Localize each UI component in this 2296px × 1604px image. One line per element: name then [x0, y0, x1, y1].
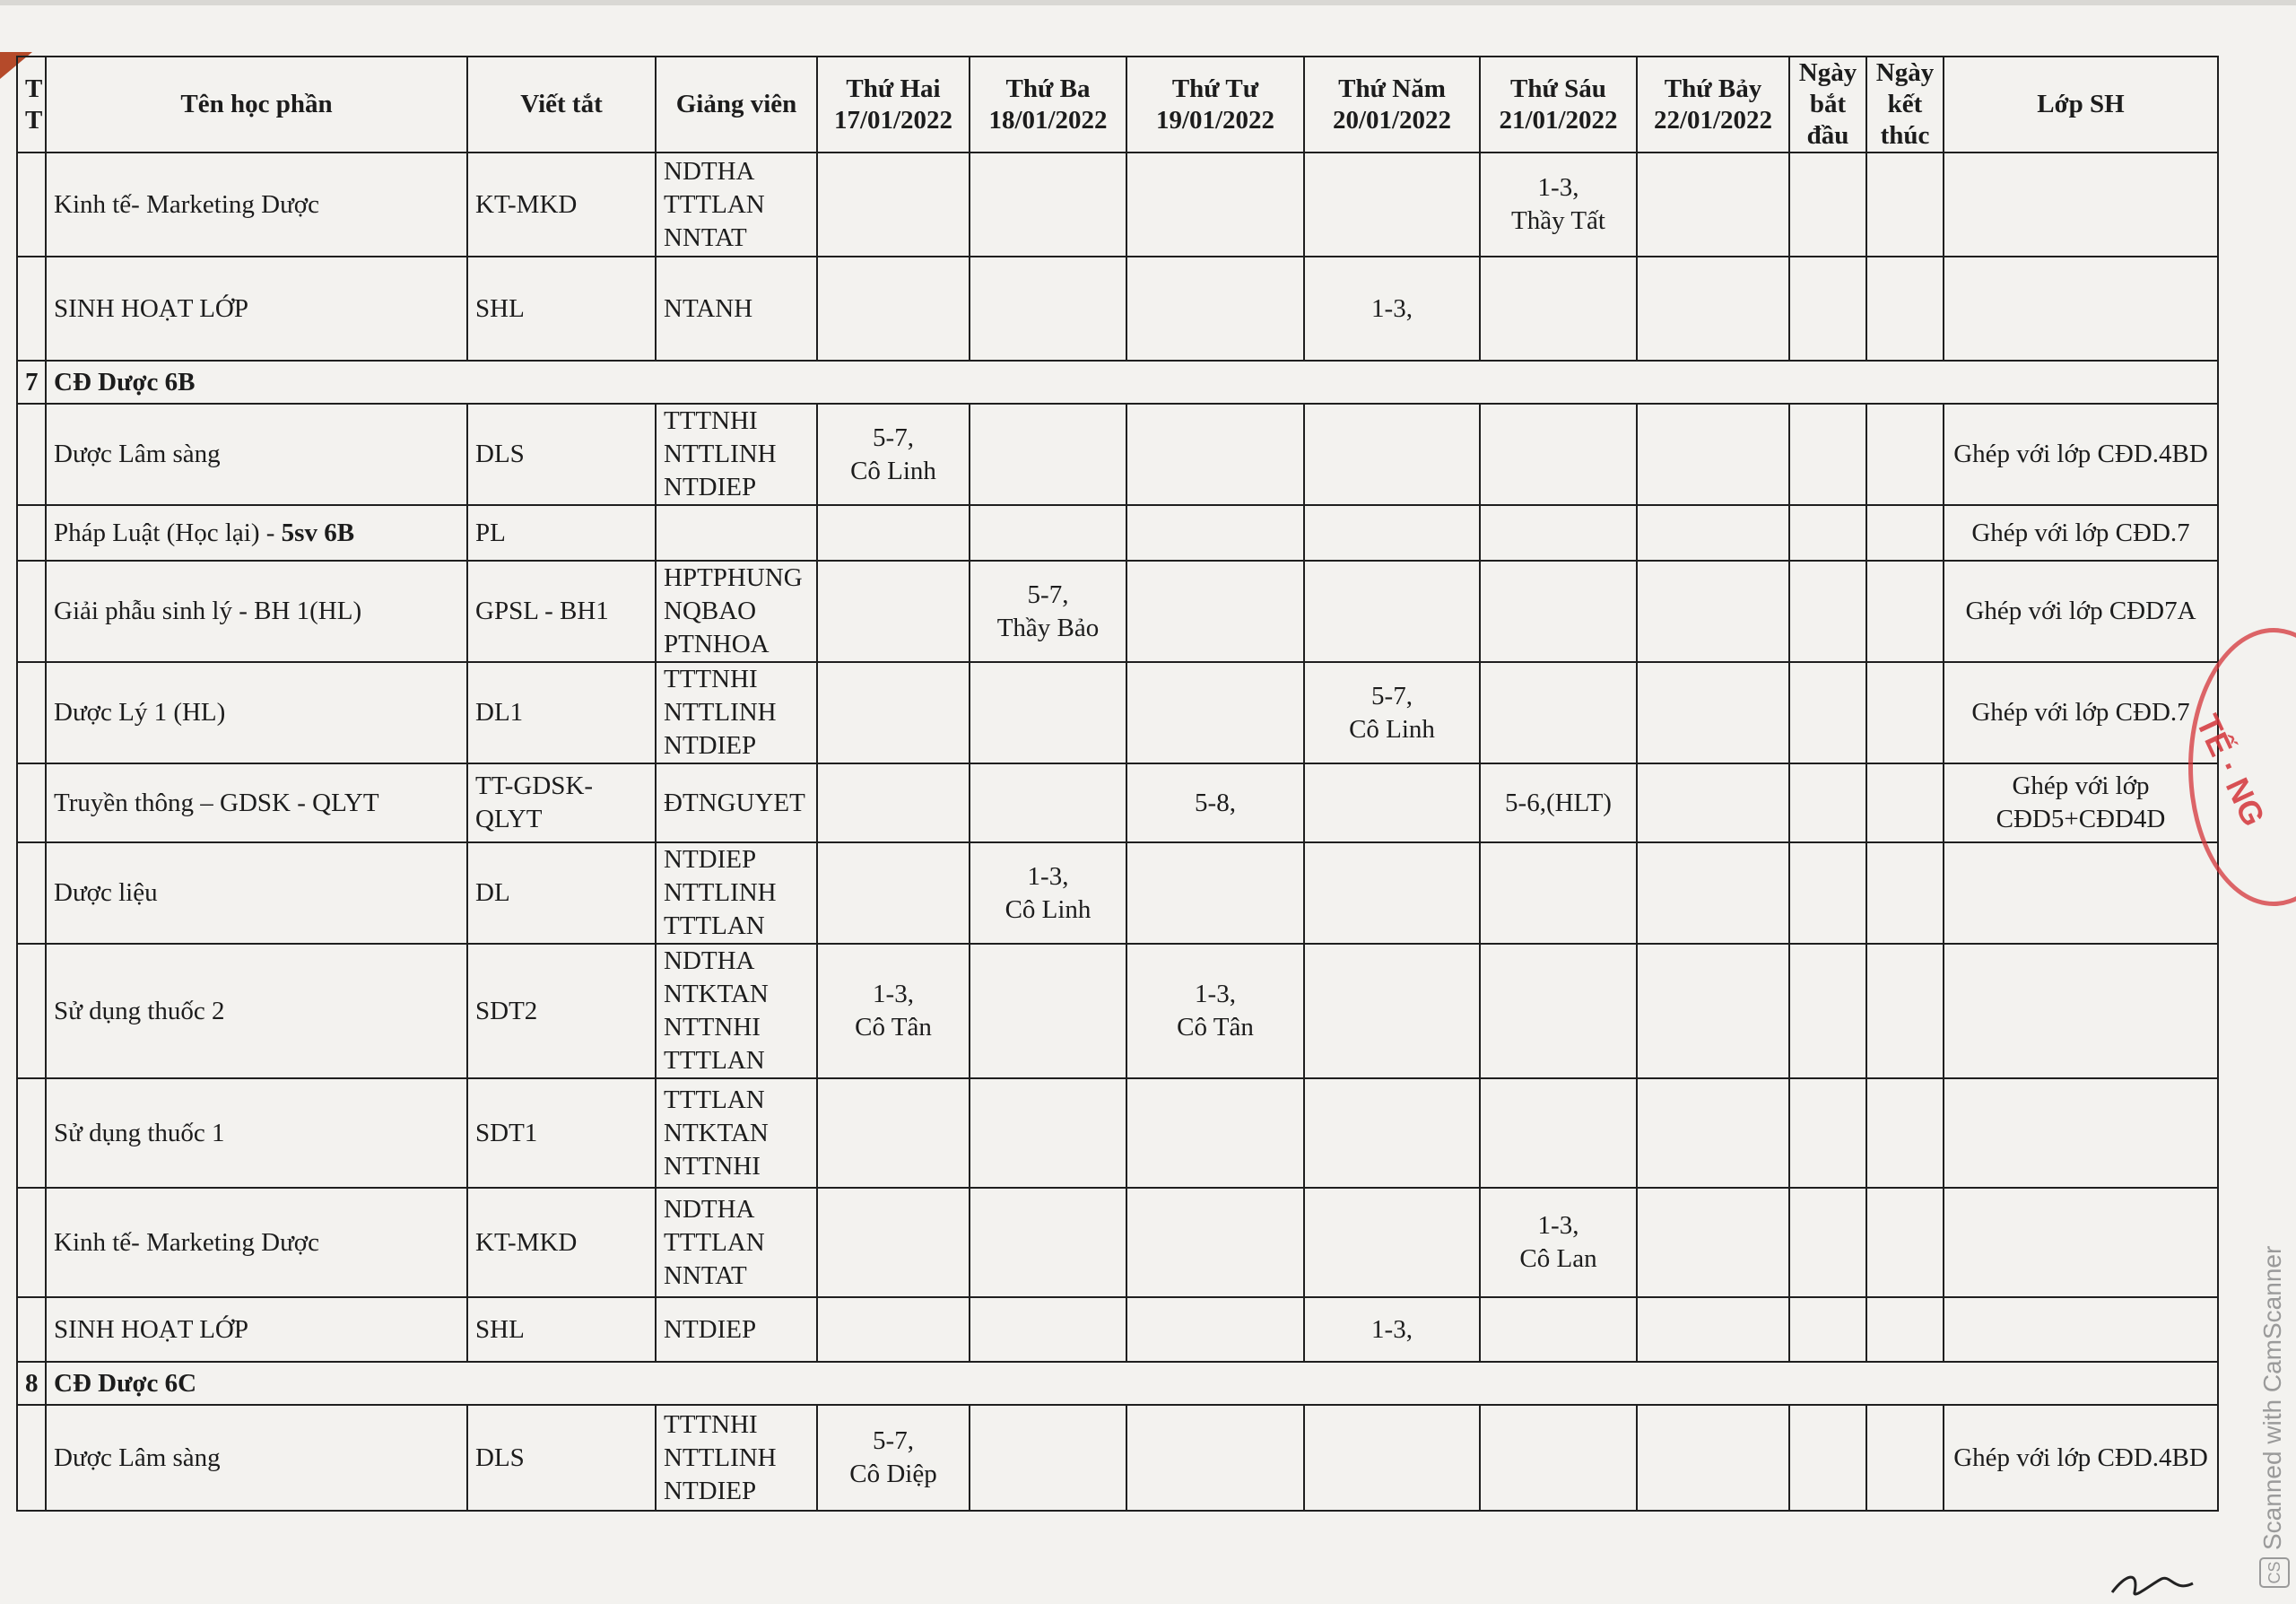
- abbreviation-cell: DL: [467, 842, 656, 944]
- header-course: Tên học phần: [46, 57, 467, 153]
- session-cell-tue: 5-7, Thầy Bảo: [970, 561, 1126, 662]
- lecturer-cell: TTTNHI NTTLINH NTDIEP: [656, 404, 817, 505]
- lecturer-cell: TTTLAN NTKTAN NTTNHI: [656, 1078, 817, 1188]
- course-name-cell: [46, 1297, 467, 1362]
- group-row: [17, 1362, 2218, 1405]
- row-number-cell: [17, 153, 46, 257]
- session-cell-tue: [970, 1188, 1126, 1297]
- class-note-cell: [1944, 944, 2218, 1078]
- session-cell-fri: [1480, 404, 1637, 505]
- row-number-cell: [17, 842, 46, 944]
- group-title: CĐ Dược 6C: [46, 1362, 2218, 1405]
- end-date-cell: [1866, 505, 1944, 561]
- session-cell-fri: 1-3, Cô Lan: [1480, 1188, 1637, 1297]
- session-cell-tue: [970, 944, 1126, 1078]
- course-name-cell: [46, 1078, 467, 1188]
- table-row: [17, 842, 2218, 944]
- abbreviation-cell: PL: [467, 505, 656, 561]
- session-cell-thu: [1304, 1405, 1480, 1511]
- session-cell-tue: [970, 1078, 1126, 1188]
- header-day-tue: Thứ Ba 18/01/2022: [970, 57, 1126, 153]
- session-cell-mon: 1-3, Cô Tân: [817, 944, 970, 1078]
- session-cell-tue: 1-3, Cô Linh: [970, 842, 1126, 944]
- abbreviation-cell: DLS: [467, 1405, 656, 1511]
- table-row: [17, 505, 2218, 561]
- course-name-cell: [46, 257, 467, 361]
- session-cell-thu: [1304, 153, 1480, 257]
- course-name-cell: [46, 842, 467, 944]
- start-date-cell: [1789, 404, 1866, 505]
- session-cell-fri: [1480, 1297, 1637, 1362]
- header-class: Lớp SH: [1944, 57, 2218, 153]
- session-cell-sat: [1637, 842, 1789, 944]
- course-name-cell: [46, 944, 467, 1078]
- table-row: [17, 1405, 2218, 1511]
- schedule-table: [16, 56, 2219, 1512]
- lecturer-cell: NTDIEP: [656, 1297, 817, 1362]
- abbreviation-cell: DL1: [467, 662, 656, 763]
- session-cell-tue: [970, 404, 1126, 505]
- abbreviation-cell: GPSL - BH1: [467, 561, 656, 662]
- session-cell-mon: [817, 842, 970, 944]
- header-tt: T T: [17, 57, 46, 153]
- row-number-cell: [17, 257, 46, 361]
- row-number-cell: [17, 404, 46, 505]
- session-cell-sat: [1637, 1188, 1789, 1297]
- table-row: [17, 153, 2218, 257]
- header-day-mon: Thứ Hai 17/01/2022: [817, 57, 970, 153]
- class-note-cell: Ghép với lớp CĐD7A: [1944, 561, 2218, 662]
- session-cell-sat: [1637, 1078, 1789, 1188]
- watermark-text: Scanned with CamScanner: [2258, 1245, 2286, 1550]
- session-cell-sat: [1637, 944, 1789, 1078]
- table-row: [17, 662, 2218, 763]
- session-cell-fri: [1480, 842, 1637, 944]
- start-date-cell: [1789, 1188, 1866, 1297]
- session-cell-sat: [1637, 153, 1789, 257]
- start-date-cell: [1789, 662, 1866, 763]
- session-cell-mon: [817, 1188, 970, 1297]
- end-date-cell: [1866, 944, 1944, 1078]
- table-row: [17, 944, 2218, 1078]
- course-name: SINH HOẠT LỚP: [54, 1314, 248, 1344]
- session-cell-fri: 1-3, Thầy Tất: [1480, 153, 1637, 257]
- end-date-cell: [1866, 842, 1944, 944]
- lecturer-cell: NTANH: [656, 257, 817, 361]
- session-cell-mon: [817, 505, 970, 561]
- lecturer-cell: NDTHA TTTLAN NNTAT: [656, 1188, 817, 1297]
- row-number-cell: [17, 1078, 46, 1188]
- session-cell-wed: [1126, 153, 1304, 257]
- session-cell-thu: 1-3,: [1304, 257, 1480, 361]
- start-date-cell: [1789, 257, 1866, 361]
- course-name-cell: [46, 404, 467, 505]
- session-cell-sat: [1637, 561, 1789, 662]
- course-name: Dược Lý 1 (HL): [54, 698, 226, 727]
- session-cell-wed: 1-3, Cô Tân: [1126, 944, 1304, 1078]
- header-end-date: Ngày kết thúc: [1866, 57, 1944, 153]
- end-date-cell: [1866, 257, 1944, 361]
- start-date-cell: [1789, 1078, 1866, 1188]
- session-cell-sat: [1637, 662, 1789, 763]
- session-cell-wed: [1126, 505, 1304, 561]
- course-name: Sử dụng thuốc 1: [54, 1118, 225, 1147]
- session-cell-fri: [1480, 944, 1637, 1078]
- session-cell-fri: [1480, 1078, 1637, 1188]
- session-cell-fri: [1480, 561, 1637, 662]
- end-date-cell: [1866, 1297, 1944, 1362]
- start-date-cell: [1789, 1297, 1866, 1362]
- class-note-cell: [1944, 1078, 2218, 1188]
- lecturer-cell: TTTNHI NTTLINH NTDIEP: [656, 662, 817, 763]
- end-date-cell: [1866, 404, 1944, 505]
- course-name: Sử dụng thuốc 2: [54, 996, 225, 1025]
- class-note-cell: [1944, 1188, 2218, 1297]
- session-cell-fri: [1480, 1405, 1637, 1511]
- session-cell-wed: [1126, 257, 1304, 361]
- header-lecturer: Giảng viên: [656, 57, 817, 153]
- lecturer-cell: HPTPHUNG NQBAO PTNHOA: [656, 561, 817, 662]
- course-name-cell: [46, 153, 467, 257]
- class-note-cell: Ghép với lớp CĐD.7: [1944, 505, 2218, 561]
- end-date-cell: [1866, 561, 1944, 662]
- session-cell-thu: [1304, 944, 1480, 1078]
- session-cell-fri: [1480, 662, 1637, 763]
- session-cell-tue: [970, 505, 1126, 561]
- abbreviation-cell: KT-MKD: [467, 153, 656, 257]
- course-name: Pháp Luật (Học lại) -: [54, 518, 282, 547]
- session-cell-sat: [1637, 763, 1789, 842]
- session-cell-thu: [1304, 404, 1480, 505]
- row-number-cell: [17, 505, 46, 561]
- end-date-cell: [1866, 1405, 1944, 1511]
- class-note-cell: Ghép với lớp CĐD5+CĐD4D: [1944, 763, 2218, 842]
- course-name: Kinh tế- Marketing Dược: [54, 189, 320, 219]
- session-cell-wed: [1126, 1297, 1304, 1362]
- session-cell-tue: [970, 153, 1126, 257]
- session-cell-mon: 5-7, Cô Linh: [817, 404, 970, 505]
- course-name: Dược liệu: [54, 878, 158, 907]
- session-cell-mon: [817, 1078, 970, 1188]
- header-start-date: Ngày bắt đầu: [1789, 57, 1866, 153]
- signature-mark: [2108, 1565, 2206, 1601]
- session-cell-fri: 5-6,(HLT): [1480, 763, 1637, 842]
- table-row: [17, 1297, 2218, 1362]
- group-row: [17, 361, 2218, 404]
- group-number: 8: [17, 1362, 46, 1405]
- abbreviation-cell: SHL: [467, 1297, 656, 1362]
- session-cell-wed: 5-8,: [1126, 763, 1304, 842]
- lecturer-cell: NDTHA NTKTAN NTTNHI TTTLAN: [656, 944, 817, 1078]
- session-cell-mon: [817, 1297, 970, 1362]
- course-name: Dược Lâm sàng: [54, 440, 221, 468]
- course-name-cell: [46, 505, 467, 561]
- session-cell-wed: [1126, 662, 1304, 763]
- header-abbr: Viết tắt: [467, 57, 656, 153]
- session-cell-tue: [970, 763, 1126, 842]
- session-cell-mon: [817, 257, 970, 361]
- course-name: Giải phẫu sinh lý - BH 1(HL): [54, 597, 362, 625]
- course-name: Kinh tế- Marketing Dược: [54, 1227, 320, 1257]
- abbreviation-cell: TT-GDSK- QLYT: [467, 763, 656, 842]
- start-date-cell: [1789, 153, 1866, 257]
- table-row: [17, 763, 2218, 842]
- session-cell-wed: [1126, 1078, 1304, 1188]
- session-cell-sat: [1637, 257, 1789, 361]
- end-date-cell: [1866, 662, 1944, 763]
- class-note-cell: [1944, 257, 2218, 361]
- end-date-cell: [1866, 763, 1944, 842]
- class-note-cell: [1944, 153, 2218, 257]
- row-number-cell: [17, 1297, 46, 1362]
- end-date-cell: [1866, 1078, 1944, 1188]
- course-note: 5sv 6B: [281, 518, 355, 547]
- session-cell-mon: [817, 153, 970, 257]
- session-cell-thu: [1304, 842, 1480, 944]
- end-date-cell: [1866, 1188, 1944, 1297]
- start-date-cell: [1789, 505, 1866, 561]
- start-date-cell: [1789, 944, 1866, 1078]
- session-cell-thu: 5-7, Cô Linh: [1304, 662, 1480, 763]
- session-cell-fri: [1480, 257, 1637, 361]
- session-cell-wed: [1126, 842, 1304, 944]
- session-cell-wed: [1126, 404, 1304, 505]
- header-day-fri: Thứ Sáu 21/01/2022: [1480, 57, 1637, 153]
- class-note-cell: Ghép với lớp CĐD.4BD: [1944, 404, 2218, 505]
- session-cell-wed: [1126, 1188, 1304, 1297]
- row-number-cell: [17, 944, 46, 1078]
- header-day-thu: Thứ Năm 20/01/2022: [1304, 57, 1480, 153]
- session-cell-sat: [1637, 1405, 1789, 1511]
- class-note-cell: [1944, 1297, 2218, 1362]
- group-title: CĐ Dược 6B: [46, 361, 2218, 404]
- end-date-cell: [1866, 153, 1944, 257]
- start-date-cell: [1789, 561, 1866, 662]
- session-cell-sat: [1637, 1297, 1789, 1362]
- row-number-cell: [17, 1405, 46, 1511]
- session-cell-thu: [1304, 561, 1480, 662]
- stamp-text: TẾ · NG: [2188, 709, 2273, 832]
- start-date-cell: [1789, 842, 1866, 944]
- abbreviation-cell: SDT1: [467, 1078, 656, 1188]
- session-cell-tue: [970, 1405, 1126, 1511]
- session-cell-tue: [970, 662, 1126, 763]
- table-row: [17, 1078, 2218, 1188]
- row-number-cell: [17, 662, 46, 763]
- camscanner-logo-icon: CS: [2259, 1557, 2290, 1588]
- course-name-cell: [46, 763, 467, 842]
- abbreviation-cell: KT-MKD: [467, 1188, 656, 1297]
- session-cell-thu: [1304, 505, 1480, 561]
- course-name-cell: [46, 1188, 467, 1297]
- course-name-cell: [46, 1405, 467, 1511]
- lecturer-cell: [656, 505, 817, 561]
- session-cell-thu: [1304, 1188, 1480, 1297]
- abbreviation-cell: SDT2: [467, 944, 656, 1078]
- lecturer-cell: ĐTNGUYET: [656, 763, 817, 842]
- session-cell-wed: [1126, 561, 1304, 662]
- session-cell-fri: [1480, 505, 1637, 561]
- session-cell-mon: [817, 561, 970, 662]
- session-cell-thu: [1304, 763, 1480, 842]
- course-name: Dược Lâm sàng: [54, 1443, 221, 1472]
- lecturer-cell: NDTHA TTTLAN NNTAT: [656, 153, 817, 257]
- session-cell-thu: [1304, 1078, 1480, 1188]
- camscanner-watermark: [2258, 1246, 2290, 1588]
- header-row: [17, 57, 2218, 153]
- session-cell-sat: [1637, 404, 1789, 505]
- session-cell-wed: [1126, 1405, 1304, 1511]
- header-day-sat: Thứ Bảy 22/01/2022: [1637, 57, 1789, 153]
- table-row: [17, 257, 2218, 361]
- class-note-cell: Ghép với lớp CĐD.7: [1944, 662, 2218, 763]
- start-date-cell: [1789, 1405, 1866, 1511]
- class-note-cell: Ghép với lớp CĐD.4BD: [1944, 1405, 2218, 1511]
- lecturer-cell: NTDIEP NTTLINH TTTLAN: [656, 842, 817, 944]
- row-number-cell: [17, 1188, 46, 1297]
- table-row: [17, 1188, 2218, 1297]
- row-number-cell: [17, 561, 46, 662]
- lecturer-cell: TTTNHI NTTLINH NTDIEP: [656, 1405, 817, 1511]
- session-cell-thu: 1-3,: [1304, 1297, 1480, 1362]
- course-name-cell: [46, 561, 467, 662]
- table-row: [17, 404, 2218, 505]
- session-cell-tue: [970, 1297, 1126, 1362]
- row-number-cell: [17, 763, 46, 842]
- session-cell-sat: [1637, 505, 1789, 561]
- course-name: SINH HOẠT LỚP: [54, 293, 248, 323]
- schedule-body: [17, 153, 2218, 1511]
- schedule-sheet: [16, 56, 2217, 1572]
- course-name: Truyền thông – GDSK - QLYT: [54, 788, 379, 817]
- session-cell-mon: 5-7, Cô Diệp: [817, 1405, 970, 1511]
- abbreviation-cell: SHL: [467, 257, 656, 361]
- class-note-cell: [1944, 842, 2218, 944]
- page-top-edge: [0, 0, 2296, 5]
- table-row: [17, 561, 2218, 662]
- start-date-cell: [1789, 763, 1866, 842]
- group-number: 7: [17, 361, 46, 404]
- header-day-wed: Thứ Tư 19/01/2022: [1126, 57, 1304, 153]
- course-name-cell: [46, 662, 467, 763]
- session-cell-tue: [970, 257, 1126, 361]
- session-cell-mon: [817, 763, 970, 842]
- session-cell-mon: [817, 662, 970, 763]
- abbreviation-cell: DLS: [467, 404, 656, 505]
